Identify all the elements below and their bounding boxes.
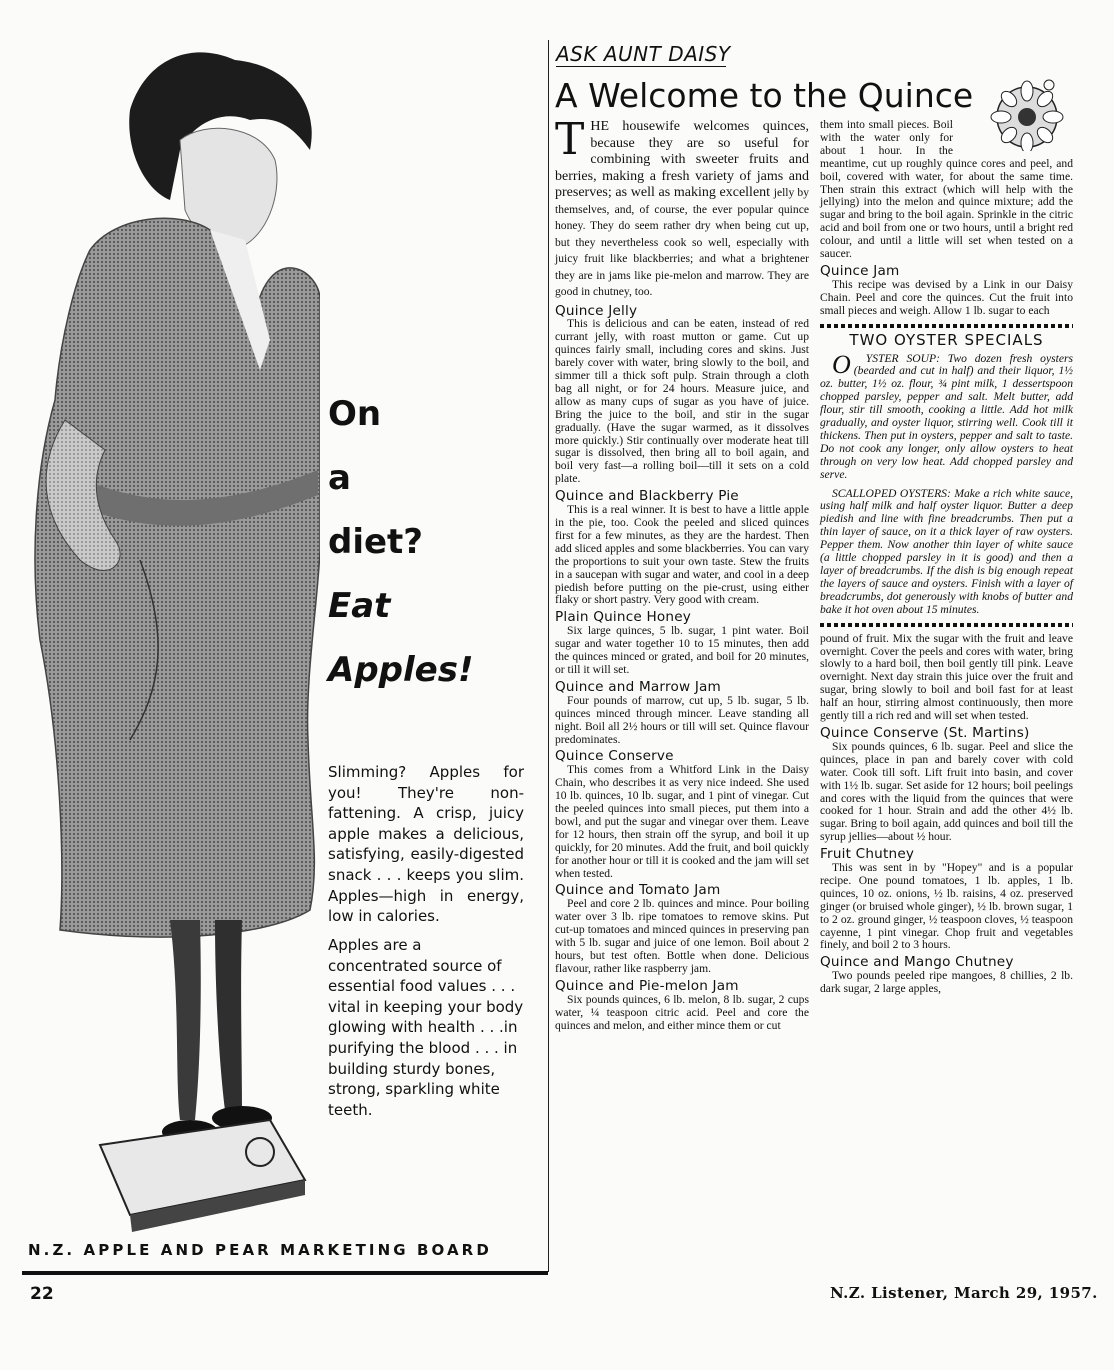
section-heading: Quince and Marrow Jam [555,678,721,695]
aunt-daisy-icon [957,77,1085,151]
section-heading: Quince and Blackberry Pie [555,488,739,505]
footer-rule [22,1271,548,1275]
section-text: This was sent in by "Hopey" and is a popular recipe. One pound tomatoes, 1 lb. apples, 1 lb. quinces, 10 oz. onions, ½ lb. raisins, 4 oz. preserved ginger (or bruised whole ginger), ½ lb. brown sugar, 1 to 2 oz. ground ginger, ½ teaspoon cloves, ½ teaspoon cayenne, 1 pint vinegar. Chop fruit and vegetables finely, and boil 2 to 3 hours. [820,861,1073,952]
column-divider [548,40,549,1272]
section-heading: Quince Jam [820,262,900,279]
section-heading: Quince and Pie-melon Jam [555,977,739,994]
kicker-underline [556,66,726,67]
oyster-soup-body: YSTER SOUP: Two dozen fresh oysters (bearded and cut in half) and their liquor, 1½ oz. butter, 1½ oz. flour, ¾ pint milk, 1 dessertspoon chopped parsley, pepper and salt. Melt butter, add flour, stir till smooth, cooking a little. Add hot milk gradually, and oyster liquor, stirring well. Cook till it thickens. Then put in oysters, pepper and salt to taste. Do not cook any longer, only allow oysters to heat through on very low heat. Add chopped parsley and serve. [820,351,1073,481]
ad-headline-line: On [328,394,382,434]
page-number: 22 [30,1284,54,1304]
oyster-box-title: TWO OYSTER SPECIALS [849,330,1044,349]
ad-headline [328,382,528,702]
intro-text-small: jelly by themselves, and, of course, the ever popular quince honey. They do seem rather dry when being cut up, but they nevertheless cook so well, especially with juicy fruit like blackberries; and what a brightener they are in jams like pie-melon and marrow. They are good in chutney, too. [555,186,809,298]
article-kicker: ASK AUNT DAISY [556,42,731,66]
section-heading: Plain Quince Honey [555,609,692,626]
section-text: Six pounds quinces, 6 lb. melon, 8 lb. sugar, 2 cups water, ¼ teaspoon citric acid. Peel and core the quinces and melon, and either mince them or cut [555,992,809,1032]
section-text: This comes from a Whitford Link in the Daisy Chain, who describes it as very nice indeed. She used 10 lb. quinces, 10 lb. sugar, and 1 pint of vinegar. Cut the peeled quinces into small pieces, put them into a bowl, and put the sugar and vinegar over them. Leave for 12 hours, then strain off the syrup, and boil it up quickly, for 20 minutes. Add the fruit, and boil quickly for another hour or till it is cooked and the jam will set when tested. [555,763,809,880]
section-heading: Quince Jelly [555,302,638,319]
section-text: Four pounds of marrow, cut up, 5 lb. sugar, 5 lb. quinces minced through mincer. Leave standing all night. Boil all 2½ hours or till will set. Quince flavour predominates. [555,693,809,746]
section-text: Six pounds quinces, 6 lb. sugar. Peel and slice the quinces, place in pan and barely cover with cold water. Cook till soft. Lift fruit into basin, and cover with 1½ lb. sugar. Set aside for 12 hours; boil peelings and cores with the liquid from the quinces that were cooked for 1 hour. Strain and add the other 4½ lb. sugar. Bring to boil again, add quinces and boil till the syrup jellies—about ½ hour. [820,739,1073,844]
scalloped-oysters-text: SCALLOPED OYSTERS: Make a rich white sauce, using half milk and half oyster liquor. Butter a deep piedish and line with fine breadcrumbs. Then put a thin layer of sauce, on it a thick layer of raw oysters. Pepper them. Now another thin layer of white sauce (a little chopped parsley in it is good) and then a layer of breadcrumbs. If the dish is big enough repeat the layers of sauce and oysters. Finish with a layer of breadcrumbs, dot generously with knobs of butter and bake it hot oven about 15 minutes. [820,486,1073,616]
box-top-rule [820,324,1073,328]
ad-headline-line: diet? [328,522,424,562]
section-text: Six large quinces, 5 lb. sugar, 1 pint water. Boil sugar and water together 10 to 15 minutes, then add the quinces minced or grated, and boil for 20 minutes, or till it will set. [555,624,809,676]
quince-jam-continued: pound of fruit. Mix the sugar with the fruit and leave overnight. Cover the peels and cores with water, bring slowly to a hard boil, then boil gently till pink. Leave overnight. Next day strain this juice over the fruit and sugar, bring slowly to boil and boil fast for at least half an hour, stirring almost continuously, then more gently till a rich red and will set when tested. [820,631,1073,723]
section-text: Peel and core 2 lb. quinces and mince. Pour boiling water over 3 lb. ripe tomatoes to remove skins. Put cut-up tomatoes and minced quinces in preserving pan with 5 lb. sugar and juice of one lemon. Boil about 2 hours, but test often. Bottle when done. Delicious flavour, rather like raspberry jam. [555,897,809,975]
woman-on-scale-figure [20,40,320,1260]
box-bottom-rule [820,623,1073,627]
section-text: This is a real winner. It is best to have a little apple in the pie, too. Cook the peeled and sliced quinces first for a few minutes, as they are the hardest. Then add sliced apples and some blackberries. You can vary the proportions to suit your own taste. Stew the fruits in a saucepan with sugar and water, and cool in a deep piedish before putting on the pie-crust, using either flaky or short pastry. Very good with cream. [555,503,809,607]
article-title: A Welcome to the Quince [555,76,974,115]
drop-cap: T [555,114,585,165]
ad-paragraph-2: Apples are a concentrated source of essential food values . . . vital in keeping your body glowing with health . . .in purifying the blood . . . in building sturdy bones, strong, sparkling white teeth. [328,936,524,1119]
ad-paragraph-1: Slimming? Apples for you! They're non-fattening. A crisp, juicy apple makes a delicious, satisfying, easily-digested snack . . . keeps you slim. Apples—high in energy, low in calories. [328,763,524,926]
section-heading: Quince and Mango Chutney [820,954,1014,971]
drop-cap: O [832,349,851,379]
masthead-date: N.Z. Listener, March 29, 1957. [830,1284,1098,1302]
article-column-1 [555,114,809,1032]
intro-text: HE housewife welcomes quinces, because they are so useful for combining with sweeter fruits and berries, making a fresh variety of jams and preserves; as well as making excellent [555,119,809,200]
article-column-2 [820,119,1073,996]
section-text: This is delicious and can be eaten, instead of red currant jelly, with roast mutton or game. Cut up quinces fairly small, including cores and skins. Just barely cover with water, bring slowly to the boil, and simmer till a thick soft pulp. Strain through a cloth bag all night, or for 24 hours. Measure juice, and allow as many cups of sugar as you have of juice. Bring the juice to the boil, and stir in the sugar gradually. (Have the sugar warmed, as it dissolves more quickly.) Stir continually over moderate heat till sugar is dissolved, then bring all to boil again, and boil very fast—a rolling boil—till it sets on a cold plate. [555,317,809,486]
section-heading: Quince Conserve (St. Martins) [820,724,1030,741]
intro-paragraph [555,114,809,301]
section-heading: Fruit Chutney [820,846,915,863]
section-text: Two pounds peeled ripe mangoes, 8 chillies, 2 lb. dark sugar, 2 large apples, [820,969,1073,996]
ad-emphasis-line: Apples! [328,650,474,690]
ad-footer: N.Z. APPLE AND PEAR MARKETING BOARD [28,1241,492,1259]
section-heading: Quince and Tomato Jam [555,882,721,899]
section-heading: Quince Conserve [555,748,674,765]
oyster-soup-text [820,349,1073,482]
column-2-continuation: them into small pieces. Boil with the water only for about 1 hour. In the meantime, cut up roughly quince cores and peel, and boil, covered with water, for about the same time. Then strain this extract (which will help with the jellying) into the melon and quince mixture; add the sugar and bring to the boil again. Sprinkle in the citric acid and boil from one or two hours, until a bright red colour, and until a little will set when tested on a saucer. [820,118,1073,261]
ad-headline-line: a [328,458,351,498]
ad-emphasis-line: Eat [328,586,391,626]
section-text: This recipe was devised by a Link in our Daisy Chain. Peel and core the quinces. Cut the fruit into small pieces and weigh. Allow 1 lb. sugar to each [820,277,1073,317]
